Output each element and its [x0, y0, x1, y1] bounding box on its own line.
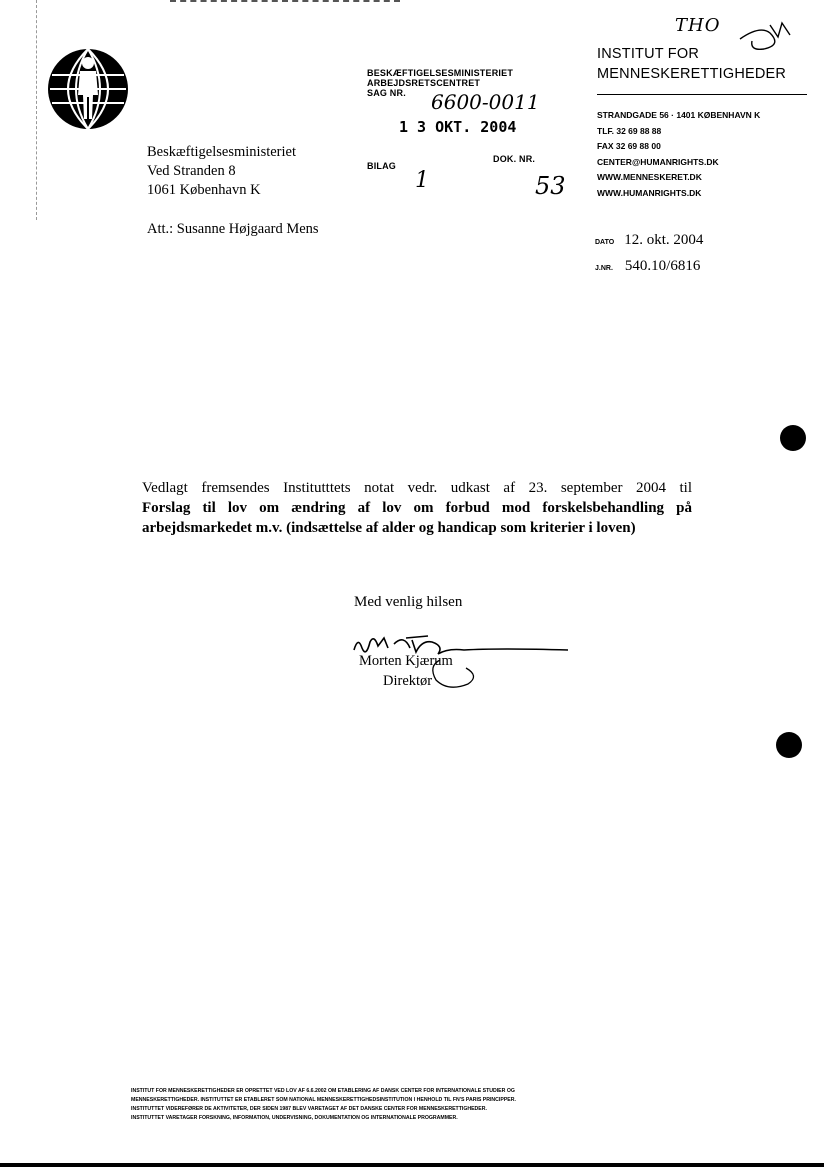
institute-name-line1: INSTITUT FOR [597, 46, 700, 62]
signatory-name: Morten Kjærum [359, 653, 453, 669]
date-row [595, 231, 703, 249]
institute-name [597, 44, 786, 84]
received-stamp [367, 68, 567, 208]
institute-email: CENTER@HUMANRIGHTS.DK [597, 156, 719, 167]
recipient-attention: Att.: Susanne Højgaard Mens [147, 221, 319, 237]
stamp-line-1: BESKÆFTIGELSESMINISTERIET [367, 68, 514, 78]
stamp-date: 1 3 OKT. 2004 [399, 118, 517, 136]
institute-phone: TLF. 32 69 88 88 [597, 125, 662, 136]
journal-row [595, 257, 700, 275]
scan-edge-left [36, 0, 37, 220]
scan-edge-top [170, 0, 400, 2]
institute-contact [597, 108, 760, 201]
stamp-dok-label: DOK. NR. [493, 154, 536, 164]
institute-web-1: WWW.MENNESKERET.DK [597, 172, 702, 182]
body-bold-line-2: arbejdsmarkedet m.v. (indsættelse af alder og handicap som kriterier i loven) [142, 520, 636, 536]
stamp-dok-value: 53 [535, 172, 566, 200]
letter-body [142, 478, 692, 538]
body-line-1: Vedlagt fremsendes Institutttets notat vedr. udkast af 23. september 2004 til [142, 480, 692, 496]
recipient-block [147, 143, 296, 200]
recipient-line-1: Beskæftigelsesministeriet [147, 144, 297, 160]
date-value: 12. okt. 2004 [624, 232, 704, 248]
punch-hole-upper [780, 425, 806, 451]
scan-edge-bottom [0, 1163, 824, 1167]
punch-hole-lower [776, 732, 802, 758]
body-bold-line-1: Forslag til lov om ændring af lov om forbud mod forskelsbehandling på [142, 500, 692, 516]
journal-label: J.NR. [595, 265, 613, 272]
closing-greeting: Med venlig hilsen [354, 594, 463, 610]
handwritten-initials: THO [675, 15, 805, 55]
recipient-line-3: 1061 København K [147, 182, 261, 198]
institute-web-2: WWW.HUMANRIGHTS.DK [597, 187, 702, 198]
human-figure-logo [46, 47, 130, 131]
institute-address: STRANDGADE 56 · 1401 KØBENHAVN K [597, 110, 761, 120]
stamp-bilag-value: 1 [415, 168, 429, 193]
stamp-line-2: ARBEJDSRETSCENTRET [367, 78, 481, 88]
stamp-bilag-label: BILAG [367, 161, 396, 171]
signatory-title: Direktør [383, 673, 433, 689]
header-rule [597, 94, 807, 95]
institute-name-line2: MENNESKERETTIGHEDER [597, 66, 787, 82]
stamp-sag-label: SAG NR. [367, 88, 406, 98]
recipient-line-2: Ved Stranden 8 [147, 163, 236, 179]
journal-value: 540.10/6816 [624, 258, 701, 274]
institute-fax: FAX 32 69 88 00 [597, 141, 661, 151]
footer-line-2: MENNESKERETTIGHEDER. INSTITUTTET ER ETABLERET SOM NATIONAL MENNESKERETTIGHEDSINSTITUTION I HENHOLD TIL FN'S PARIS PRINCIPPER. [131, 1097, 516, 1103]
footer-line-3: INSTITUTTET VIDEREFØRER DE AKTIVITETER, DER SIDEN 1987 BLEV VARETAGET AF DET DANSKE CENTER FOR MENNESKERETTIGHEDER. [131, 1106, 487, 1112]
stamp-sag-value: 6600-0011 [431, 90, 540, 114]
footer-line-1: INSTITUT FOR MENNESKERETTIGHEDER ER OPRETTET VED LOV AF 6.6.2002 OM ETABLERING AF DANSK CENTER FOR INTERNATIONALE STUDIER OG [131, 1088, 515, 1094]
footer-text [131, 1087, 621, 1123]
footer-line-4: INSTITUTTET VARETAGER FORSKNING, INFORMATION, UNDERVISNING, DOKUMENTATION OG INTERNATIONALE PROGRAMMER. [131, 1115, 458, 1121]
date-label: DATO [595, 239, 615, 246]
